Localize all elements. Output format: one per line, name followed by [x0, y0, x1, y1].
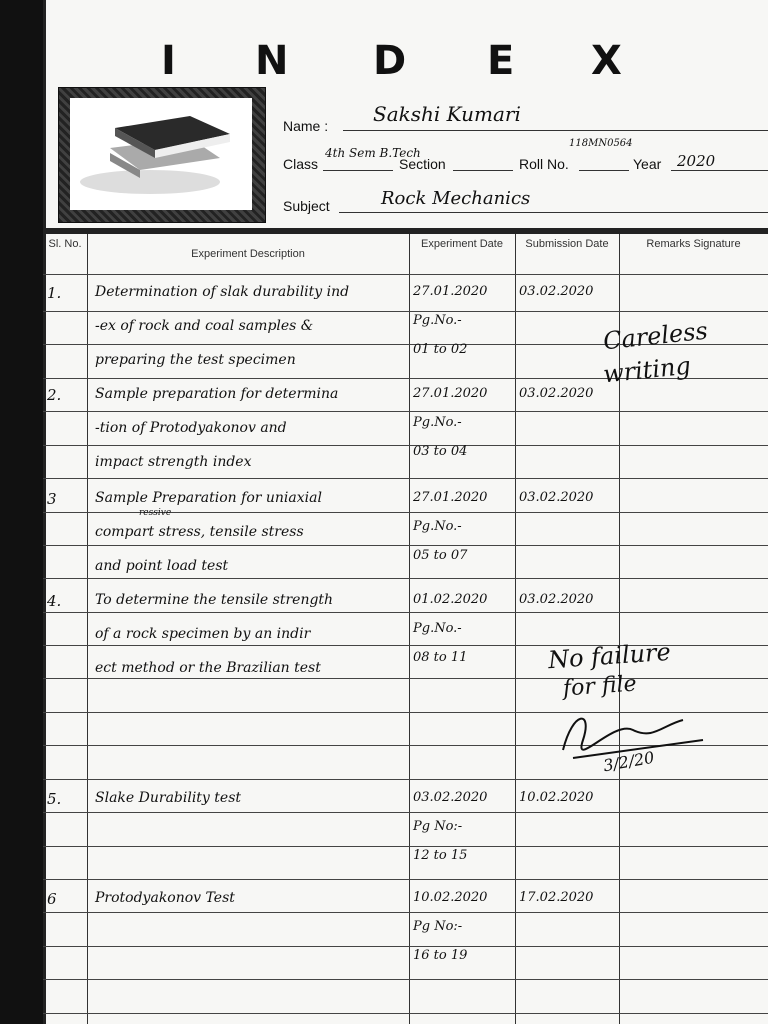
row-submission-date: 10.02.2020: [519, 790, 594, 805]
section-label: Section: [399, 156, 446, 172]
ruled-line: [43, 879, 768, 880]
row-description-line: To determine the tensile strength: [95, 592, 334, 608]
col-header-sl-no: Sl. No.: [48, 238, 82, 250]
row-experiment-date: Pg No:-: [413, 919, 463, 934]
row-number: 3: [47, 490, 57, 508]
ruled-line: [43, 678, 768, 679]
name-value: Sakshi Kumari: [373, 102, 521, 126]
row-description-line: ect method or the Brazilian test: [95, 660, 321, 676]
ruled-line: [43, 779, 768, 780]
row-experiment-date: Pg No:-: [413, 819, 463, 834]
ruled-line: [43, 812, 768, 813]
col-divider: [515, 234, 516, 1024]
row-submission-date: 17.02.2020: [519, 890, 594, 905]
subject-value: Rock Mechanics: [381, 188, 531, 209]
row-number: 5.: [47, 790, 62, 808]
row-description-line: impact strength index: [95, 454, 252, 470]
books-illustration: [70, 98, 252, 210]
row-experiment-date: 03 to 04: [413, 444, 468, 459]
ruled-line: [43, 612, 768, 613]
row-description-line: -ex of rock and coal samples &: [95, 318, 314, 334]
row-submission-date: 03.02.2020: [519, 284, 594, 299]
row-description-line: and point load test: [95, 558, 229, 574]
row-experiment-date: 16 to 19: [413, 948, 468, 963]
row-experiment-date: 01 to 02: [413, 342, 468, 357]
ruled-line: [43, 979, 768, 980]
ruled-line: [43, 311, 768, 312]
ruled-line: [43, 478, 768, 479]
remark-no-failure: No failure: [547, 637, 672, 675]
roll-label: Roll No.: [519, 156, 569, 172]
row-submission-date: 03.02.2020: [519, 490, 594, 505]
row-experiment-date: 03.02.2020: [413, 790, 488, 805]
title-letter-n: N: [255, 38, 289, 84]
col-header-submission-date: Submission Date: [525, 238, 609, 250]
row-experiment-date: Pg.No.-: [413, 313, 462, 328]
table-top-border: [43, 228, 768, 234]
ruled-line: [43, 445, 768, 446]
row-description-line: preparing the test specimen: [95, 352, 296, 368]
col-header-experiment-date: Experiment Date: [421, 238, 503, 250]
name-label: Name :: [283, 118, 329, 134]
row-experiment-date: 10.02.2020: [413, 890, 488, 905]
row-description-line: compart stress, tensile stress: [95, 524, 304, 540]
book-image-frame: [58, 87, 266, 223]
row-experiment-date: 05 to 07: [413, 548, 468, 563]
row-number: 6: [47, 890, 57, 908]
row-submission-date: 03.02.2020: [519, 386, 594, 401]
row-number: 2.: [47, 386, 62, 404]
subject-label: Subject: [283, 198, 330, 214]
ruled-line: [43, 912, 768, 913]
row-submission-date: 03.02.2020: [519, 592, 594, 607]
title-letter-d: D: [373, 38, 407, 84]
row-description-line: of a rock specimen by an indir: [95, 626, 311, 642]
ruled-line: [43, 1013, 768, 1014]
row-experiment-date: 27.01.2020: [413, 284, 488, 299]
row-experiment-date: 27.01.2020: [413, 490, 488, 505]
row-experiment-date: Pg.No.-: [413, 621, 462, 636]
row-number: 1.: [47, 284, 62, 302]
title-letter-i: I: [161, 38, 176, 84]
notebook-page: [43, 0, 768, 1024]
row-experiment-date: 01.02.2020: [413, 592, 488, 607]
remark-careless: Careless: [601, 316, 710, 356]
ruled-line: [43, 846, 768, 847]
remark-writing: writing: [601, 351, 693, 389]
ruled-line: [43, 274, 768, 275]
row-description-line: Determination of slak durability ind: [95, 284, 350, 300]
year-value: 2020: [677, 152, 716, 170]
row-description-line: Slake Durability test: [95, 790, 242, 806]
ruled-line: [43, 578, 768, 579]
col-header-remarks: Remarks Signature: [646, 238, 741, 250]
col-header-description: Experiment Description: [191, 248, 305, 260]
row-description-line: Sample Preparation for uniaxial: [95, 490, 322, 506]
row-experiment-date: Pg.No.-: [413, 415, 462, 430]
year-label: Year: [633, 156, 662, 172]
row-description-line: -tion of Protodyakonov and: [95, 420, 287, 436]
row-description-note: ressive: [139, 508, 172, 518]
signature-date: 3/2/20: [601, 747, 656, 776]
remark-for-file: for file: [562, 671, 638, 702]
col-divider: [409, 234, 410, 1024]
row-experiment-date: 27.01.2020: [413, 386, 488, 401]
title-letter-x: X: [591, 38, 622, 84]
ruled-line: [43, 946, 768, 947]
title-letter-e: E: [487, 38, 515, 84]
roll-value: 118MN0564: [569, 138, 633, 149]
row-description-line: Sample preparation for determina: [95, 386, 339, 402]
row-experiment-date: 12 to 15: [413, 848, 468, 863]
row-description-line: Protodyakonov Test: [95, 890, 235, 906]
class-value: 4th Sem B.Tech: [325, 146, 421, 160]
index-title: [43, 38, 768, 82]
row-number: 4.: [47, 592, 62, 610]
row-experiment-date: Pg.No.-: [413, 519, 462, 534]
row-experiment-date: 08 to 11: [413, 650, 468, 665]
class-label: Class: [283, 156, 319, 172]
col-divider: [87, 234, 88, 1024]
ruled-line: [43, 411, 768, 412]
ruled-line: [43, 545, 768, 546]
